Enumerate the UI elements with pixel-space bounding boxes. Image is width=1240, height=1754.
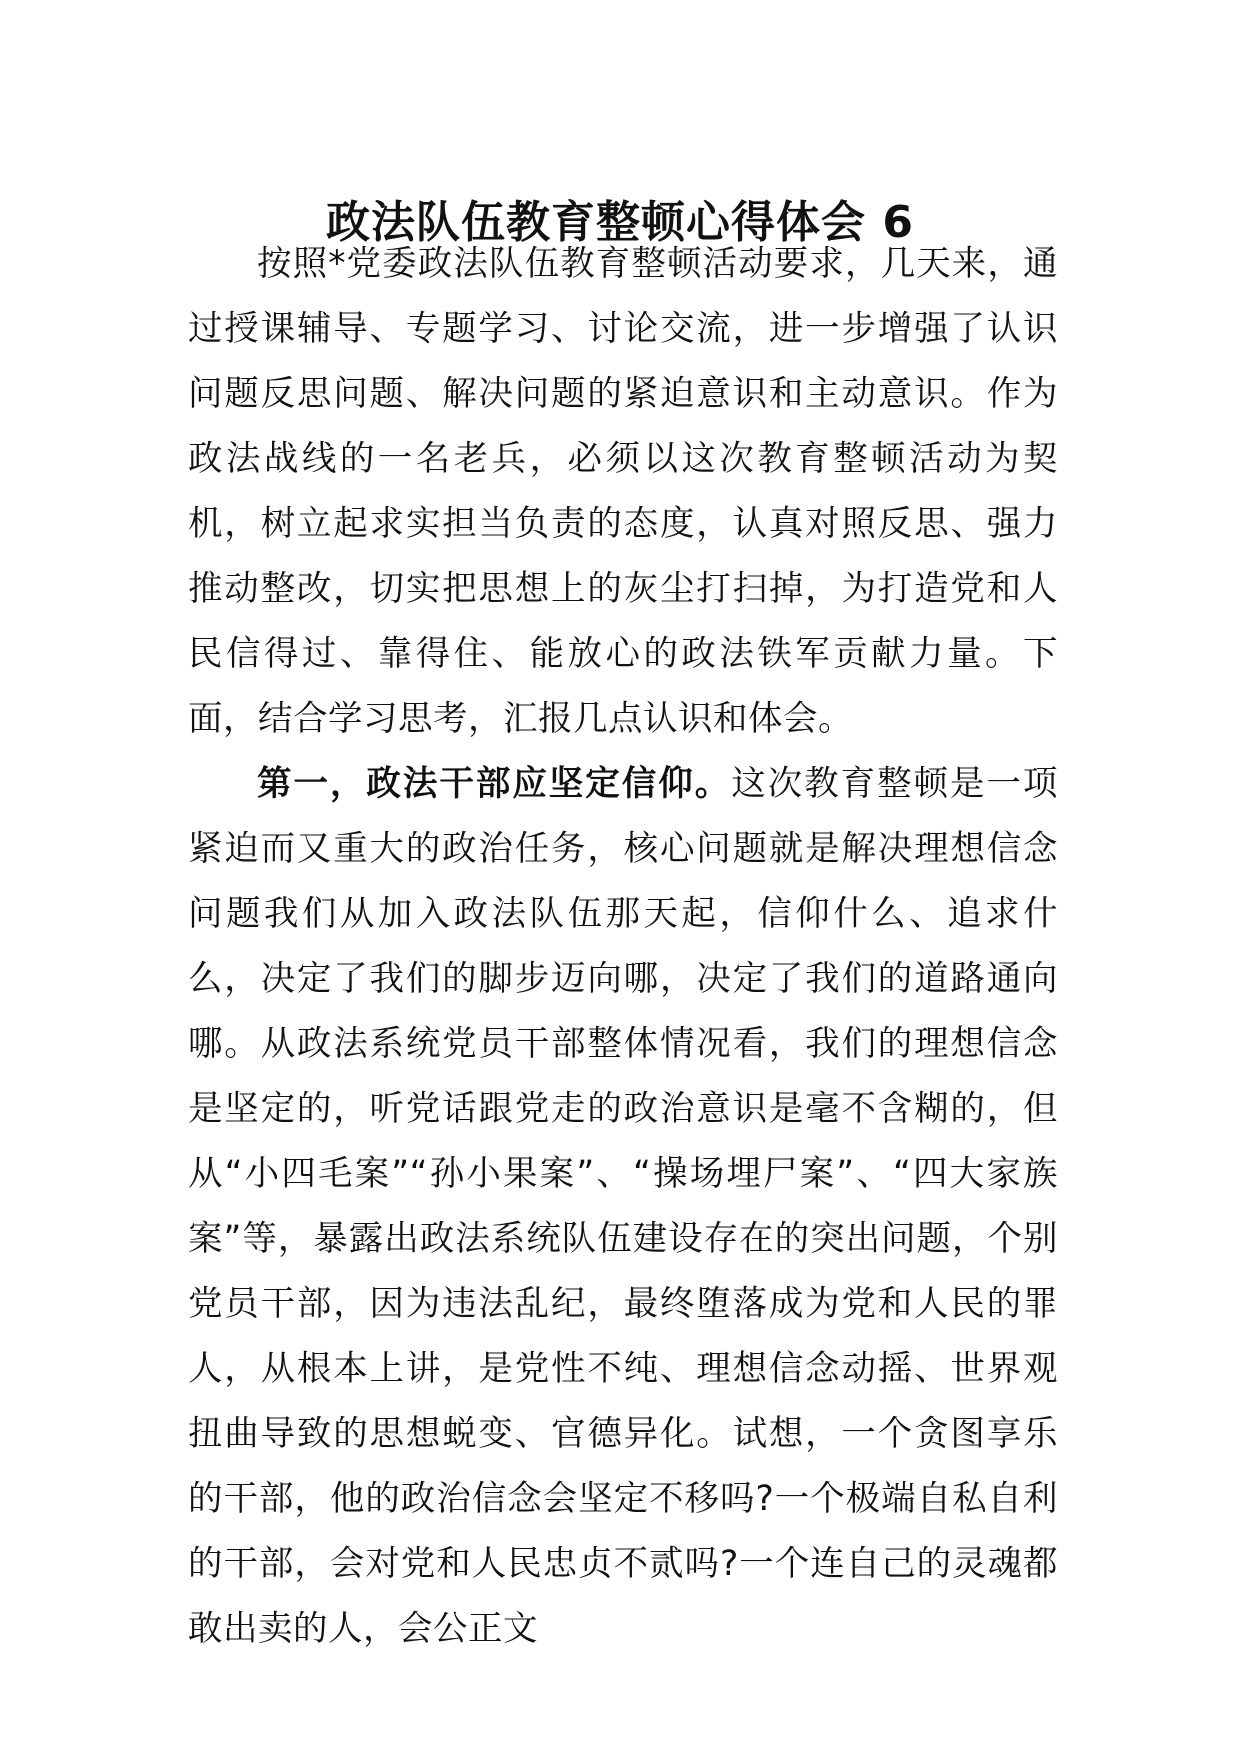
paragraph-lead: 第一，政法干部应坚定信仰。 <box>257 764 732 804</box>
paragraph-first-point <box>188 752 1058 1662</box>
document-title: 政法队伍教育整顿心得体会 6 <box>326 197 914 249</box>
document-body <box>188 232 1058 1662</box>
paragraph-text: 按照*党委政法队伍教育整顿活动要求，几天来，通过授课辅导、专题学习、讨论交流，进一步增强了认识问题反思问题、解决问题的紧迫意识和主动意识。作为政法战线的一名老兵，必须以这次教育整顿活动为契机，树立起求实担当负责的态度，认真对照反思、强力推动整改，切实把思想上的灰尘打扫掉，为打造党和人民信得过、靠得住、能放心的政法铁军贡献力量。下面，结合学习思考，汇报几点认识和体会。 <box>188 244 1058 739</box>
paragraph-intro <box>188 232 1058 752</box>
paragraph-text: 这次教育整顿是一项紧迫而又重大的政治任务，核心问题就是解决理想信念问题我们从加入政法队伍那天起，信仰什么、追求什么，决定了我们的脚步迈向哪，决定了我们的道路通向哪。从政法系统党员干部整体情况看，我们的理想信念是坚定的，听党话跟党走的政治意识是毫不含糊的，但从“小四毛案”“孙小果案”、“操场埋尸案”、“四大家族案”等，暴露出政法系统队伍建设存在的突出问题，个别党员干部，因为违法乱纪，最终堕落成为党和人民的罪人，从根本上讲，是党性不纯、理想信念动摇、世界观扭曲导致的思想蜕变、官德异化。试想，一个贪图享乐的干部，他的政治信念会坚定不移吗?一个极端自私自利的干部，会对党和人民忠贞不贰吗?一个连自己的灵魂都敢出卖的人，会公正文 <box>188 764 1059 1649</box>
